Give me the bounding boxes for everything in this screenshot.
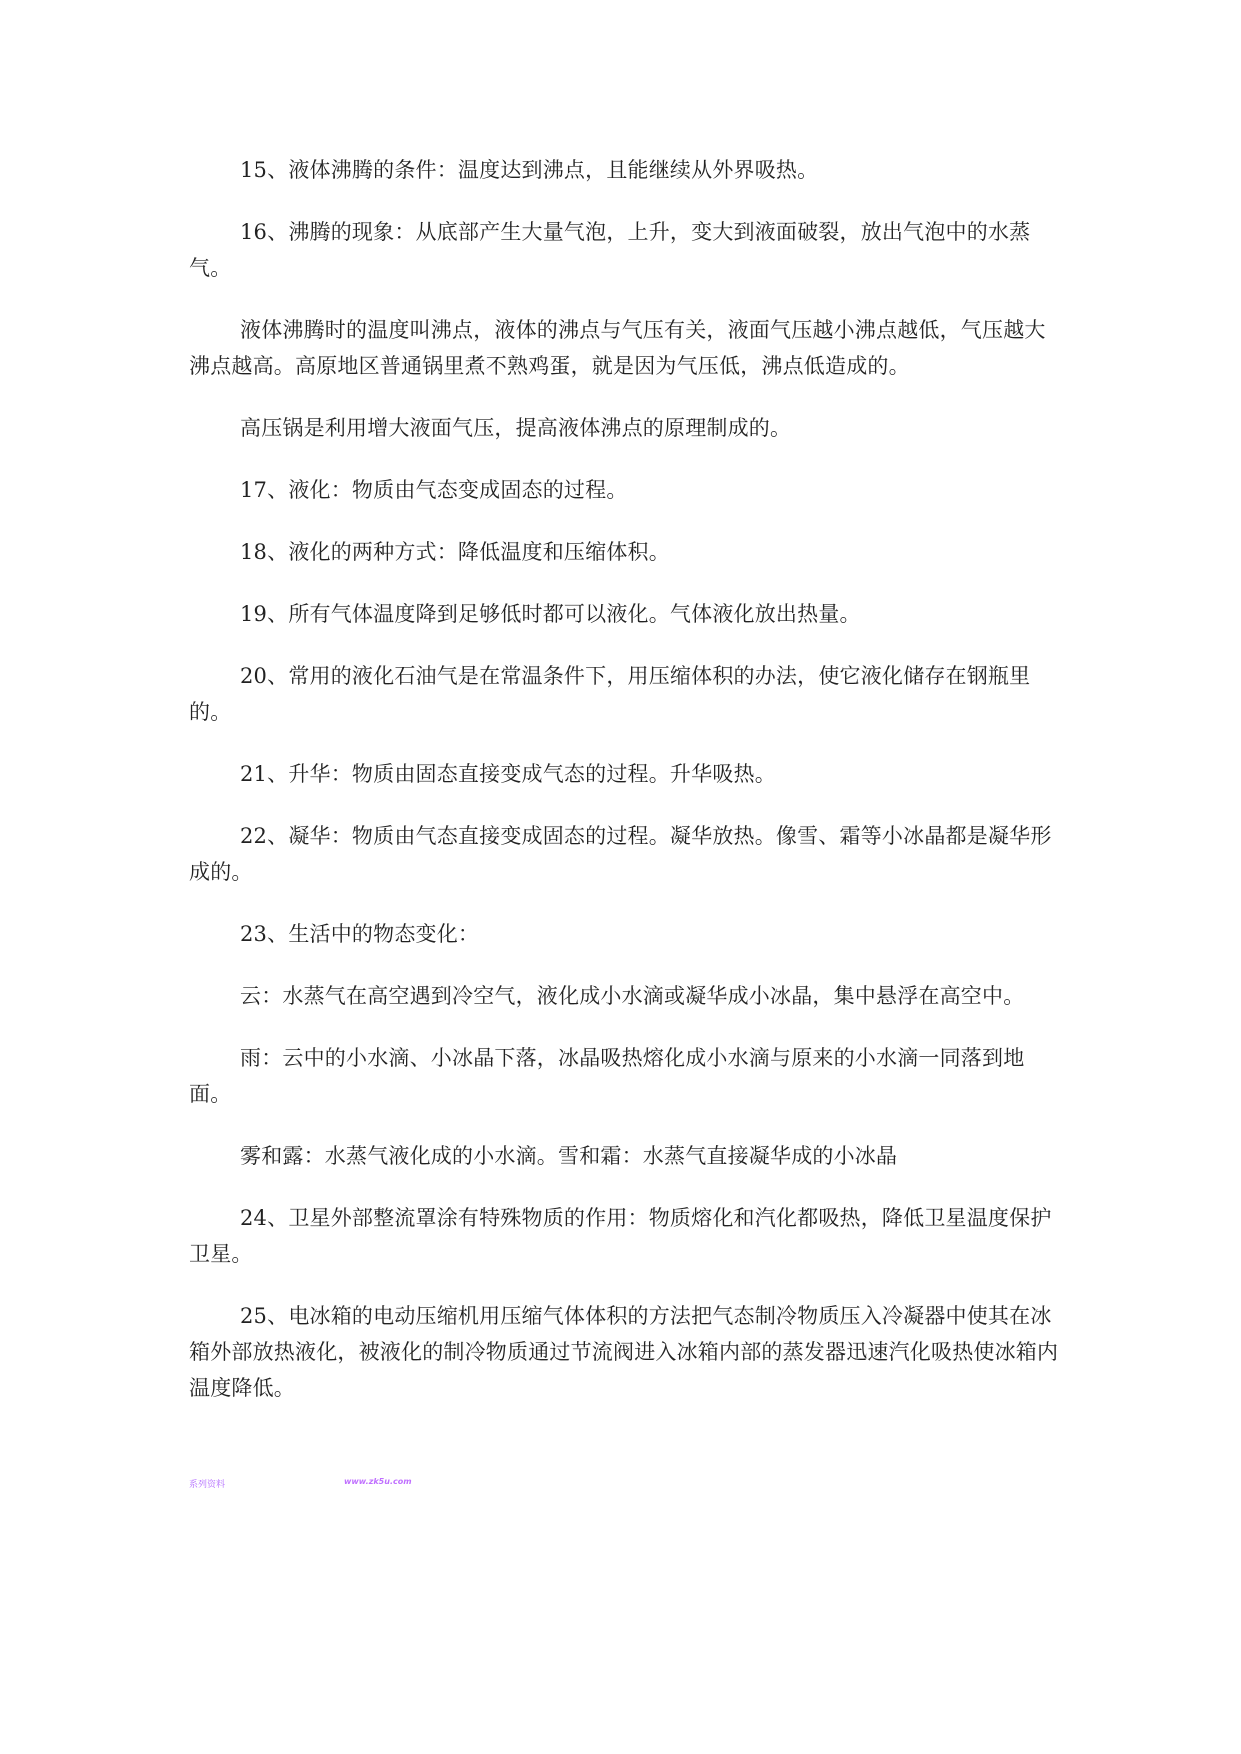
paragraph-20-lpg: 20、常用的液化石油气是在常温条件下，用压缩体积的办法，使它液化储存在钢瓶里的。 — [189, 664, 1031, 724]
paragraph-24-satellite: 24、卫星外部整流罩涂有特殊物质的作用：物质熔化和汽化都吸热，降低卫星温度保护卫星。 — [189, 1206, 1052, 1266]
paragraph-21-sublimation: 21、升华：物质由固态直接变成气态的过程。升华吸热。 — [240, 762, 776, 786]
footer-series-label: 系列资料 — [189, 1480, 226, 1490]
paragraph-boiling-point: 液体沸腾时的温度叫沸点，液体的沸点与气压有关，液面气压越小沸点越低，气压越大沸点越高。高原地区普通锅里煮不熟鸡蛋，就是因为气压低，沸点低造成的。 — [189, 318, 1046, 378]
paragraph-rain: 雨：云中的小水滴、小冰晶下落，冰晶吸热熔化成小水滴与原来的小水滴一同落到地面。 — [189, 1046, 1025, 1106]
paragraph-16-boiling-phenomenon: 16、沸腾的现象：从底部产生大量气泡，上升，变大到液面破裂，放出气泡中的水蒸气。 — [189, 220, 1031, 280]
paragraph-25-refrigerator: 25、电冰箱的电动压缩机用压缩气体体积的方法把气态制冷物质压入冷凝器中使其在冰箱外部放热液化，被液化的制冷物质通过节流阀进入冰箱内部的蒸发器迅速汽化吸热使冰箱内温度降低。 — [189, 1304, 1059, 1400]
paragraph-cloud: 云：水蒸气在高空遇到冷空气，液化成小水滴或凝华成小冰晶，集中悬浮在高空中。 — [240, 984, 1025, 1008]
paragraph-pressure-cooker: 高压锅是利用增大液面气压，提高液体沸点的原理制成的。 — [240, 416, 792, 440]
paragraph-22-deposition: 22、凝华：物质由气态直接变成固态的过程。凝华放热。像雪、霜等小冰晶都是凝华形成的。 — [189, 824, 1052, 884]
footer-website-link[interactable]: www.zk5u.com — [344, 1477, 412, 1486]
paragraph-19-gas-liquefy: 19、所有气体温度降到足够低时都可以液化。气体液化放出热量。 — [240, 602, 861, 626]
page-footer — [189, 1477, 589, 1493]
paragraph-15-boiling-condition: 15、液体沸腾的条件：温度达到沸点，且能继续从外界吸热。 — [240, 158, 819, 182]
paragraph-18-liquefaction-methods: 18、液化的两种方式：降低温度和压缩体积。 — [240, 540, 670, 564]
document-body — [189, 152, 1065, 1432]
paragraph-17-liquefaction: 17、液化：物质由气态变成固态的过程。 — [240, 478, 628, 502]
paragraph-23-life-changes: 23、生活中的物态变化： — [240, 922, 480, 946]
paragraph-fog-dew: 雾和露：水蒸气液化成的小水滴。雪和霜：水蒸气直接凝华成的小冰晶 — [240, 1144, 898, 1168]
